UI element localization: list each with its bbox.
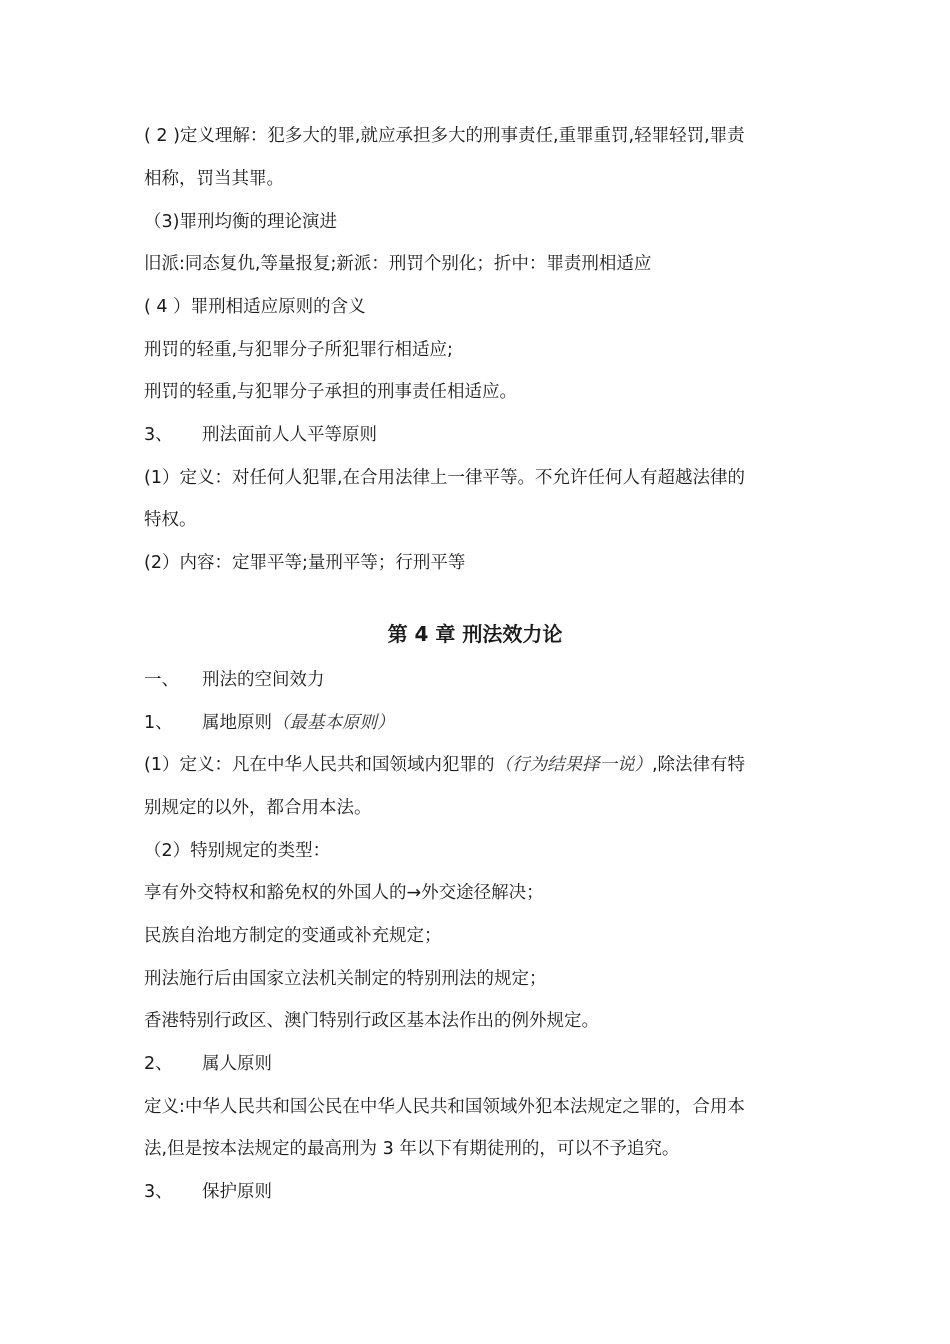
paragraph-definition-understanding: ( 2 )定义理解：犯多大的罪,就应承担多大的刑事责任,重罪重罚,轻罪轻罚,罪责 xyxy=(144,126,745,146)
paragraph-equality-definition-cont: 特权。 xyxy=(144,510,197,530)
paragraph-territorial-definition-cont: 别规定的以外，都合用本法。 xyxy=(144,798,372,818)
paragraph-definition-understanding-cont: 相称，罚当其罪。 xyxy=(144,169,284,189)
section-personal-principle xyxy=(144,1051,272,1077)
list-item-autonomous: 民族自治地方制定的变通或补充规定； xyxy=(144,926,442,946)
paragraph-equality-definition: (1）定义：对任何人犯罪,在合用法律上一律平等。不允许任何人有超越法律的 xyxy=(144,468,746,488)
section-number: 1、 xyxy=(144,713,173,733)
section-space-effect xyxy=(144,667,325,693)
section-territorial-principle xyxy=(144,710,395,736)
section-note: （最基本原则） xyxy=(272,713,395,733)
section-number: 3、 xyxy=(144,425,173,445)
list-item-hk-macau: 香港特别行政区、澳门特别行政区基本法作出的例外规定。 xyxy=(144,1011,599,1031)
section-number: 一、 xyxy=(144,670,179,690)
paragraph-meaning-2: 刑罚的轻重,与犯罪分子承担的刑事责任相适应。 xyxy=(144,382,518,402)
section-equality-principle xyxy=(144,422,377,448)
paragraph-personal-definition: 定义:中华人民共和国公民在中华人民共和国领域外犯本法规定之罪的，合用本 xyxy=(144,1097,745,1117)
list-item-diplomatic: 享有外交特权和豁免权的外国人的→外交途径解决； xyxy=(144,883,544,903)
section-title: 属人原则 xyxy=(202,1054,272,1074)
section-number: 3、 xyxy=(144,1182,173,1202)
text-fragment: ,除法律有特 xyxy=(651,755,746,775)
subheading-principle-meaning: ( 4 ）罪刑相适应原则的含义 xyxy=(144,297,366,317)
paragraph-territorial-definition xyxy=(144,752,745,778)
section-title: 刑法的空间效力 xyxy=(202,670,325,690)
paragraph-schools: 旧派:同态复仇,等量报复;新派：刑罚个别化；折中：罪责刑相适应 xyxy=(144,254,652,274)
section-protection-principle xyxy=(144,1179,272,1205)
chapter-title: 第 4 章 刑法效力论 xyxy=(387,622,563,646)
section-number: 2、 xyxy=(144,1054,173,1074)
section-title: 刑法面前人人平等原则 xyxy=(202,425,377,445)
section-title: 保护原则 xyxy=(202,1182,272,1202)
subheading-special-types: （2）特别规定的类型： xyxy=(144,841,331,861)
paragraph-personal-definition-cont: 法,但是按本法规定的最高刑为 3 年以下有期徒刑的，可以不予追究。 xyxy=(144,1139,680,1159)
list-item-special-criminal-law: 刑法施行后由国家立法机关制定的特别刑法的规定； xyxy=(144,969,547,989)
italic-note: （行为结果择一说） xyxy=(494,755,652,775)
text-fragment: (1）定义：凡在中华人民共和国领域内犯罪的 xyxy=(144,755,495,775)
paragraph-meaning-1: 刑罚的轻重,与犯罪分子所犯罪行相适应; xyxy=(144,340,453,360)
subheading-theory-evolution: （3)罪刑均衡的理论演进 xyxy=(144,212,337,232)
paragraph-equality-content: (2）内容：定罪平等;量刑平等；行刑平等 xyxy=(144,553,466,573)
section-title: 属地原则 xyxy=(202,713,272,733)
